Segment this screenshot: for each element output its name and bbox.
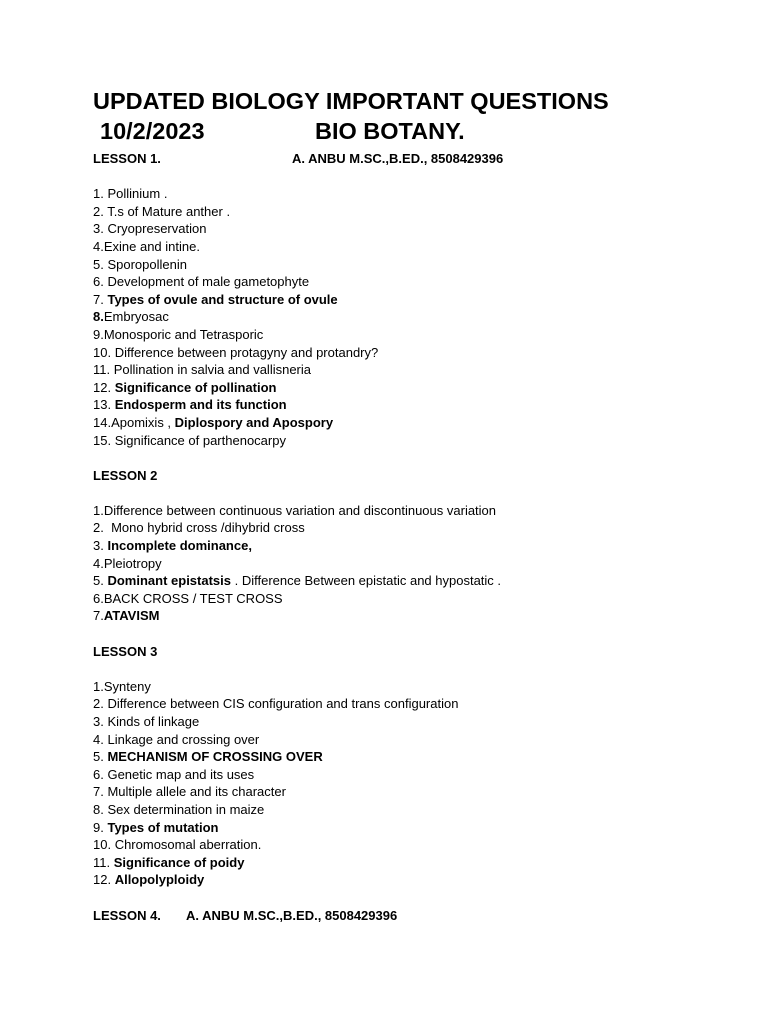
list-item (93, 819, 753, 837)
item-text: Difference between CIS configuration and trans configuration (107, 696, 459, 712)
item-text: Linkage and crossing over (107, 731, 260, 747)
item-text: Synteny (103, 678, 151, 694)
list-item (93, 572, 753, 590)
blank-line (93, 889, 753, 907)
item-number: 8. (93, 801, 108, 817)
item-number: 12. (93, 872, 115, 888)
item-text-bold: MECHANISM OF CROSSING OVER (107, 749, 323, 765)
document-page (93, 86, 753, 924)
item-number: 10. (93, 837, 115, 853)
blank-line (93, 484, 753, 502)
list-item (93, 396, 753, 414)
item-number: 9. (93, 326, 104, 342)
item-number: 12. (93, 379, 115, 395)
item-text-bold: Significance of poidy (113, 854, 245, 870)
item-text: Sporopollenin (107, 256, 187, 272)
list-item (93, 555, 753, 573)
list-item (93, 748, 753, 766)
item-text: Cryopreservation (107, 221, 207, 237)
list-item (93, 537, 753, 555)
list-item (93, 326, 753, 344)
item-number-bold: 8. (93, 309, 104, 325)
author-line: A. ANBU M.SC.,B.ED., 8508429396 (186, 907, 398, 923)
list-item (93, 203, 753, 221)
item-number: 2. (93, 520, 112, 536)
document-subject: BIO BOTANY. (315, 118, 465, 144)
item-text: . Difference Between epistatic and hypostatic . (231, 573, 502, 589)
list-item (93, 731, 753, 749)
list-item (93, 695, 753, 713)
item-text-bold: Allopolyploidy (114, 872, 205, 888)
document-title: UPDATED BIOLOGY IMPORTANT QUESTIONS (93, 88, 609, 114)
list-item (93, 220, 753, 238)
item-text: Kinds of linkage (107, 714, 200, 729)
item-text: Exine and intine. (103, 238, 200, 254)
blank-line (93, 660, 753, 678)
item-text-bold: Incomplete dominance, (107, 538, 252, 554)
item-text-bold: Types of mutation (107, 819, 219, 835)
item-text: Pollinium . (107, 186, 168, 202)
list-item (93, 361, 753, 379)
list-item (93, 502, 753, 520)
item-number: 13. (93, 397, 115, 413)
item-number: 9. (93, 819, 108, 835)
lesson-1-heading (93, 150, 753, 168)
list-item (93, 273, 753, 291)
lesson-2-heading: LESSON 2 (93, 467, 158, 483)
item-number: 5. (93, 256, 108, 272)
item-text: Difference between continuous variation and discontinuous variation (103, 502, 497, 518)
lesson-label: LESSON 1. (93, 151, 161, 166)
item-number: 10. (93, 344, 115, 360)
item-number: 5. (93, 573, 108, 589)
item-text-bold: Types of ovule and structure of ovule (107, 291, 338, 307)
blank-line (93, 449, 753, 467)
list-item (93, 185, 753, 203)
lesson-3-heading: LESSON 3 (93, 643, 158, 659)
blank-line (93, 625, 753, 643)
lesson-4-heading (93, 907, 753, 925)
list-item (93, 590, 753, 608)
item-text: Mono hybrid cross /dihybrid cross (111, 520, 305, 536)
item-text: Development of male gametophyte (107, 274, 310, 290)
item-text: Pollination in salvia and vallisneria (113, 362, 311, 378)
item-number: 7. (93, 291, 108, 307)
item-number: 4. (93, 555, 104, 571)
item-number: 2. (93, 696, 108, 712)
item-text-bold: ATAVISM (103, 608, 160, 624)
list-item (93, 379, 753, 397)
item-text: Chromosomal aberration. (114, 837, 262, 853)
item-number: 6. (93, 590, 104, 606)
item-text-bold: Diplospory and Apospory (174, 414, 334, 430)
item-number: 15. (93, 432, 115, 448)
list-item (93, 308, 753, 326)
list-item (93, 344, 753, 362)
item-number: 3. (93, 714, 108, 729)
item-number: 3. (93, 221, 108, 237)
item-number: 1. (93, 678, 104, 694)
item-text: Difference between protagyny and protandry? (114, 344, 379, 360)
item-text-bold: Endosperm and its function (114, 397, 287, 413)
item-number: 3. (93, 538, 108, 554)
item-text: Apomixis , (111, 414, 175, 430)
item-number: 11. (93, 362, 114, 378)
item-text: Sex determination in maize (107, 801, 265, 817)
list-item (93, 871, 753, 889)
item-text: Pleiotropy (103, 555, 162, 571)
list-item (93, 607, 753, 625)
item-number: 5. (93, 749, 108, 765)
item-text: Multiple allele and its character (107, 784, 286, 800)
document-date: 10/2/2023 (100, 118, 205, 144)
item-text-bold: Significance of pollination (114, 379, 277, 395)
item-number: 2. (93, 203, 108, 219)
item-number: 6. (93, 274, 108, 290)
item-number: 6. (93, 766, 108, 782)
list-item (93, 713, 753, 731)
item-text: Genetic map and its uses (107, 766, 255, 782)
list-item (93, 238, 753, 256)
item-number: 7. (93, 784, 108, 800)
list-item (93, 783, 753, 801)
item-number: 4. (93, 238, 104, 254)
item-text: Significance of parthenocarpy (114, 432, 286, 448)
list-item (93, 414, 753, 432)
list-item (93, 519, 753, 537)
title-subline (93, 116, 753, 146)
item-number: 14. (93, 414, 112, 430)
list-item (93, 678, 753, 696)
item-text: Embryosac (103, 309, 169, 325)
list-item (93, 256, 753, 274)
list-item (93, 766, 753, 784)
item-number: 1. (93, 186, 108, 202)
item-text: T.s of Mature anther . (107, 203, 231, 219)
item-number: 11. (93, 854, 114, 870)
list-item (93, 432, 753, 450)
list-item (93, 291, 753, 309)
blank-line (93, 168, 753, 186)
item-text: BACK CROSS / TEST CROSS (103, 590, 283, 606)
lesson-label: LESSON 4. (93, 907, 161, 923)
list-item (93, 854, 753, 872)
item-number: 7. (93, 608, 104, 624)
list-item (93, 801, 753, 819)
item-number: 4. (93, 731, 108, 747)
author-line: A. ANBU M.SC.,B.ED., 8508429396 (292, 151, 504, 166)
item-number: 1. (93, 502, 104, 518)
list-item (93, 836, 753, 854)
item-text: Monosporic and Tetrasporic (103, 326, 264, 342)
item-text-bold: Dominant epistatsis (107, 573, 231, 589)
